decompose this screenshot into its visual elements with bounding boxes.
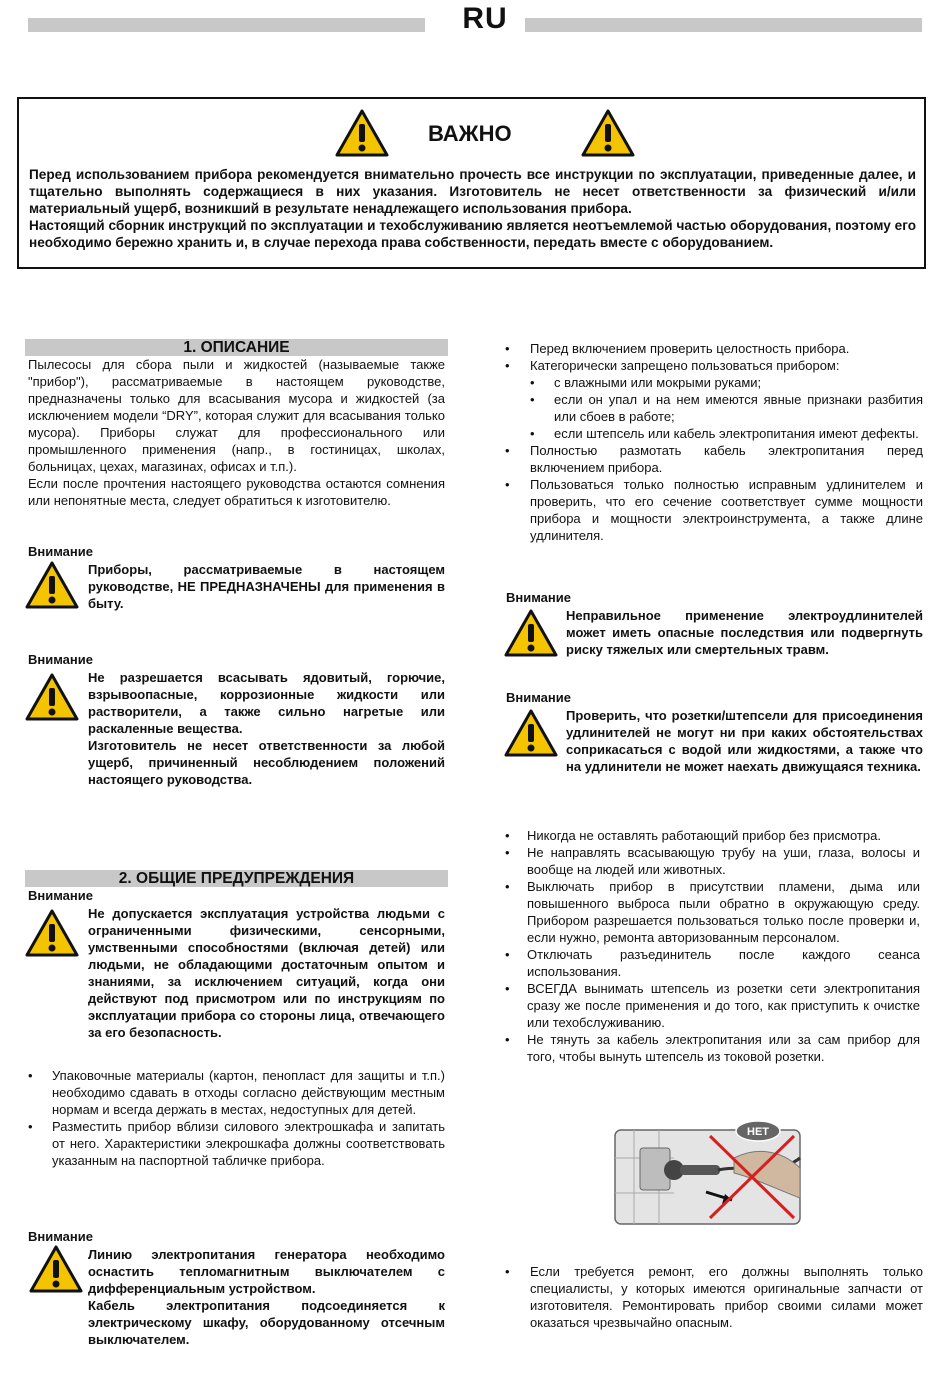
warning-triangle-icon [24, 908, 80, 958]
right-bullets-a [505, 340, 923, 544]
list-item: • Никогда не оставлять работающий прибор без присмотра. [505, 827, 920, 844]
sub-list-item: • если штепсель или кабель электропитания имеют дефекты. [530, 425, 923, 442]
list-item: • Пользоваться только полностью исправным удлинителем и проверить, что его сечение соответствует сумме мощности прибора и мощности электроинструмента, а также длине удлинителя. [505, 476, 923, 544]
attention-label: Внимание [506, 590, 571, 605]
header-bar-left [28, 18, 425, 32]
list-item: • ВСЕГДА вынимать штепсель из розетки сети электропитания сразу же после применения и до того, как приступить к очистке или техобслуживанию. [505, 980, 920, 1031]
warning-triangle-icon [580, 108, 636, 158]
sub-list [530, 374, 923, 442]
warning-triangle-icon [334, 108, 390, 158]
right-bullets-b [505, 827, 920, 1065]
list-item: • Упаковочные материалы (картон, пенопласт для защиты и т.п.) необходимо сдавать в отходы согласно действующим местным нормам и всегда держать в местах, недоступных для детей. [28, 1067, 445, 1118]
attention-text: Приборы, рассматриваемые в настоящем руководстве, НЕ ПРЕДНАЗНАЧЕНЫ для применения в быту. [88, 562, 445, 611]
warning-triangle-icon [503, 608, 559, 658]
important-text [29, 166, 916, 251]
attention-text: Не разрешается всасывать ядовитый, горючие, взрывоопасные, коррозионные жидкости или растворители, а также сильно нагретые или раскаленные вещества. Изготовитель не несет ответственности за любой ущерб, причиненный несоблюдением положений настоящего руководства. [88, 670, 445, 787]
sub-list-item: • если он упал и на нем имеются явные признаки разбития или сбоев в работе; [530, 391, 923, 425]
language-code: RU [462, 2, 508, 35]
no-label: НЕТ [747, 1126, 769, 1138]
section2-bullets [28, 1067, 445, 1169]
warning-triangle-icon [24, 560, 80, 610]
list-item: • Разместить прибор вблизи силового электрошкафа и запитать от него. Характеристики элекрошкафа должны соответствовать указанным на паспортной табличке прибора. [28, 1118, 445, 1169]
attention-label: Внимание [28, 1229, 93, 1244]
list-item: • Не направлять всасывающую трубу на уши, глаза, волосы и вообще на людей или животных. [505, 844, 920, 878]
attention-label: Внимание [506, 690, 571, 705]
attention-text: Не допускается эксплуатация устройства людьми с ограниченными физическими, сенсорными, умственными способностями (включая детей) или людьми, не обладающими достаточным опытом и знаниями, за исключением ситуаций, когда они действуют под присмотром или по инструкциям по эксплуатации прибора со стороны лица, отвечающего за его безопасность. [88, 906, 445, 1040]
list-item: • Перед включением проверить целостность прибора. [505, 340, 923, 357]
list-item: • Не тянуть за кабель электропитания или за сам прибор для того, чтобы вынуть штепсель из токовой розетки. [505, 1031, 920, 1065]
section1-text [28, 356, 445, 509]
right-bullets-c [505, 1263, 923, 1331]
sub-list-item: • с влажными или мокрыми руками; [530, 374, 923, 391]
attention-text: Неправильное применение электроудлинителей может иметь опасные последствия или подвергнуть риску тяжелых или смертельных травм. [566, 608, 923, 657]
do-not-pull-cord-illustration [614, 1118, 801, 1225]
warning-triangle-icon [503, 708, 559, 758]
section-heading: 1. ОПИСАНИЕ [25, 339, 448, 356]
list-item: • Если требуется ремонт, его должны выполнять только специалисты, у которых имеются оригинальные запчасти от изготовителя. Ремонтировать прибор своими силами может оказаться чрезвычайно опасным. [505, 1263, 923, 1331]
paragraph: Если после прочтения настоящего руководства остаются сомнения или непонятные места, следует обратиться к изготовителю. [28, 476, 445, 508]
important-title: ВАЖНО [428, 121, 512, 146]
paragraph: Пылесосы для сбора пыли и жидкостей (называемые также "прибор"), рассматриваемые в настоящем руководстве, предназначены только для всасывания мусора и жидкостей (за исключением модели “DRY”, которая служит для всасывания только мусора). Приборы служат для профессионального или промышленного применения (напр., в гостиницах, школах, больницах, цехах, магазинах, офисах и т.п.). [28, 357, 445, 474]
warning-triangle-icon [28, 1244, 84, 1294]
list-item: • Категорически запрещено пользоваться прибором: • с влажными или мокрыми руками; • если он упал и на нем имеются явные признаки разбития или сбоев в работе; • если штепсель или кабель электропитания имеют дефекты. [505, 357, 923, 442]
attention-label: Внимание [28, 544, 93, 559]
list-item: • Выключать прибор в присутствии пламени, дыма или повышенного выброса пыли обратно в окружающую среду. Прибором разрешается пользоваться только после проверки и, если нужно, ремонта авторизованным персоналом. [505, 878, 920, 946]
important-paragraph: Настоящий сборник инструкций по эксплуатации и техобслуживанию является неотъемлемой частью оборудования, поэтому его необходимо бережно хранить и, в случае перехода права собственности, передать вместе с оборудованием. [29, 218, 916, 250]
section-heading: 2. ОБЩИЕ ПРЕДУПРЕЖДЕНИЯ [25, 870, 448, 887]
warning-triangle-icon [24, 672, 80, 722]
important-paragraph: Перед использованием прибора рекомендуется внимательно прочесть все инструкции по эксплуатации, приведенные далее, и тщательно выполнять содержащиеся в них указания. Изготовитель не несет ответственности за физический и/или материальный ущерб, возникший в результате ненадлежащего использования прибора. [29, 167, 916, 216]
attention-text: Линию электропитания генератора необходимо оснастить тепломагнитным выключателем с дифференциальным устройством. Кабель электропитания подсоединяется к электрическому шкафу, оборудованному отсечным выключателем. [88, 1247, 445, 1347]
list-item: • Полностью размотать кабель электропитания перед включением прибора. [505, 442, 923, 476]
header-bar-right [525, 18, 922, 32]
attention-label: Внимание [28, 652, 93, 667]
attention-label: Внимание [28, 888, 93, 903]
attention-text: Проверить, что розетки/штепсели для присоединения удлинителей не могут ни при каких обстоятельствах соприкасаться с водой или жидкостями, а также что на удлинители не может наехать движущаяся техника. [566, 708, 923, 774]
list-item: • Отключать разъединитель после каждого сеанса использования. [505, 946, 920, 980]
